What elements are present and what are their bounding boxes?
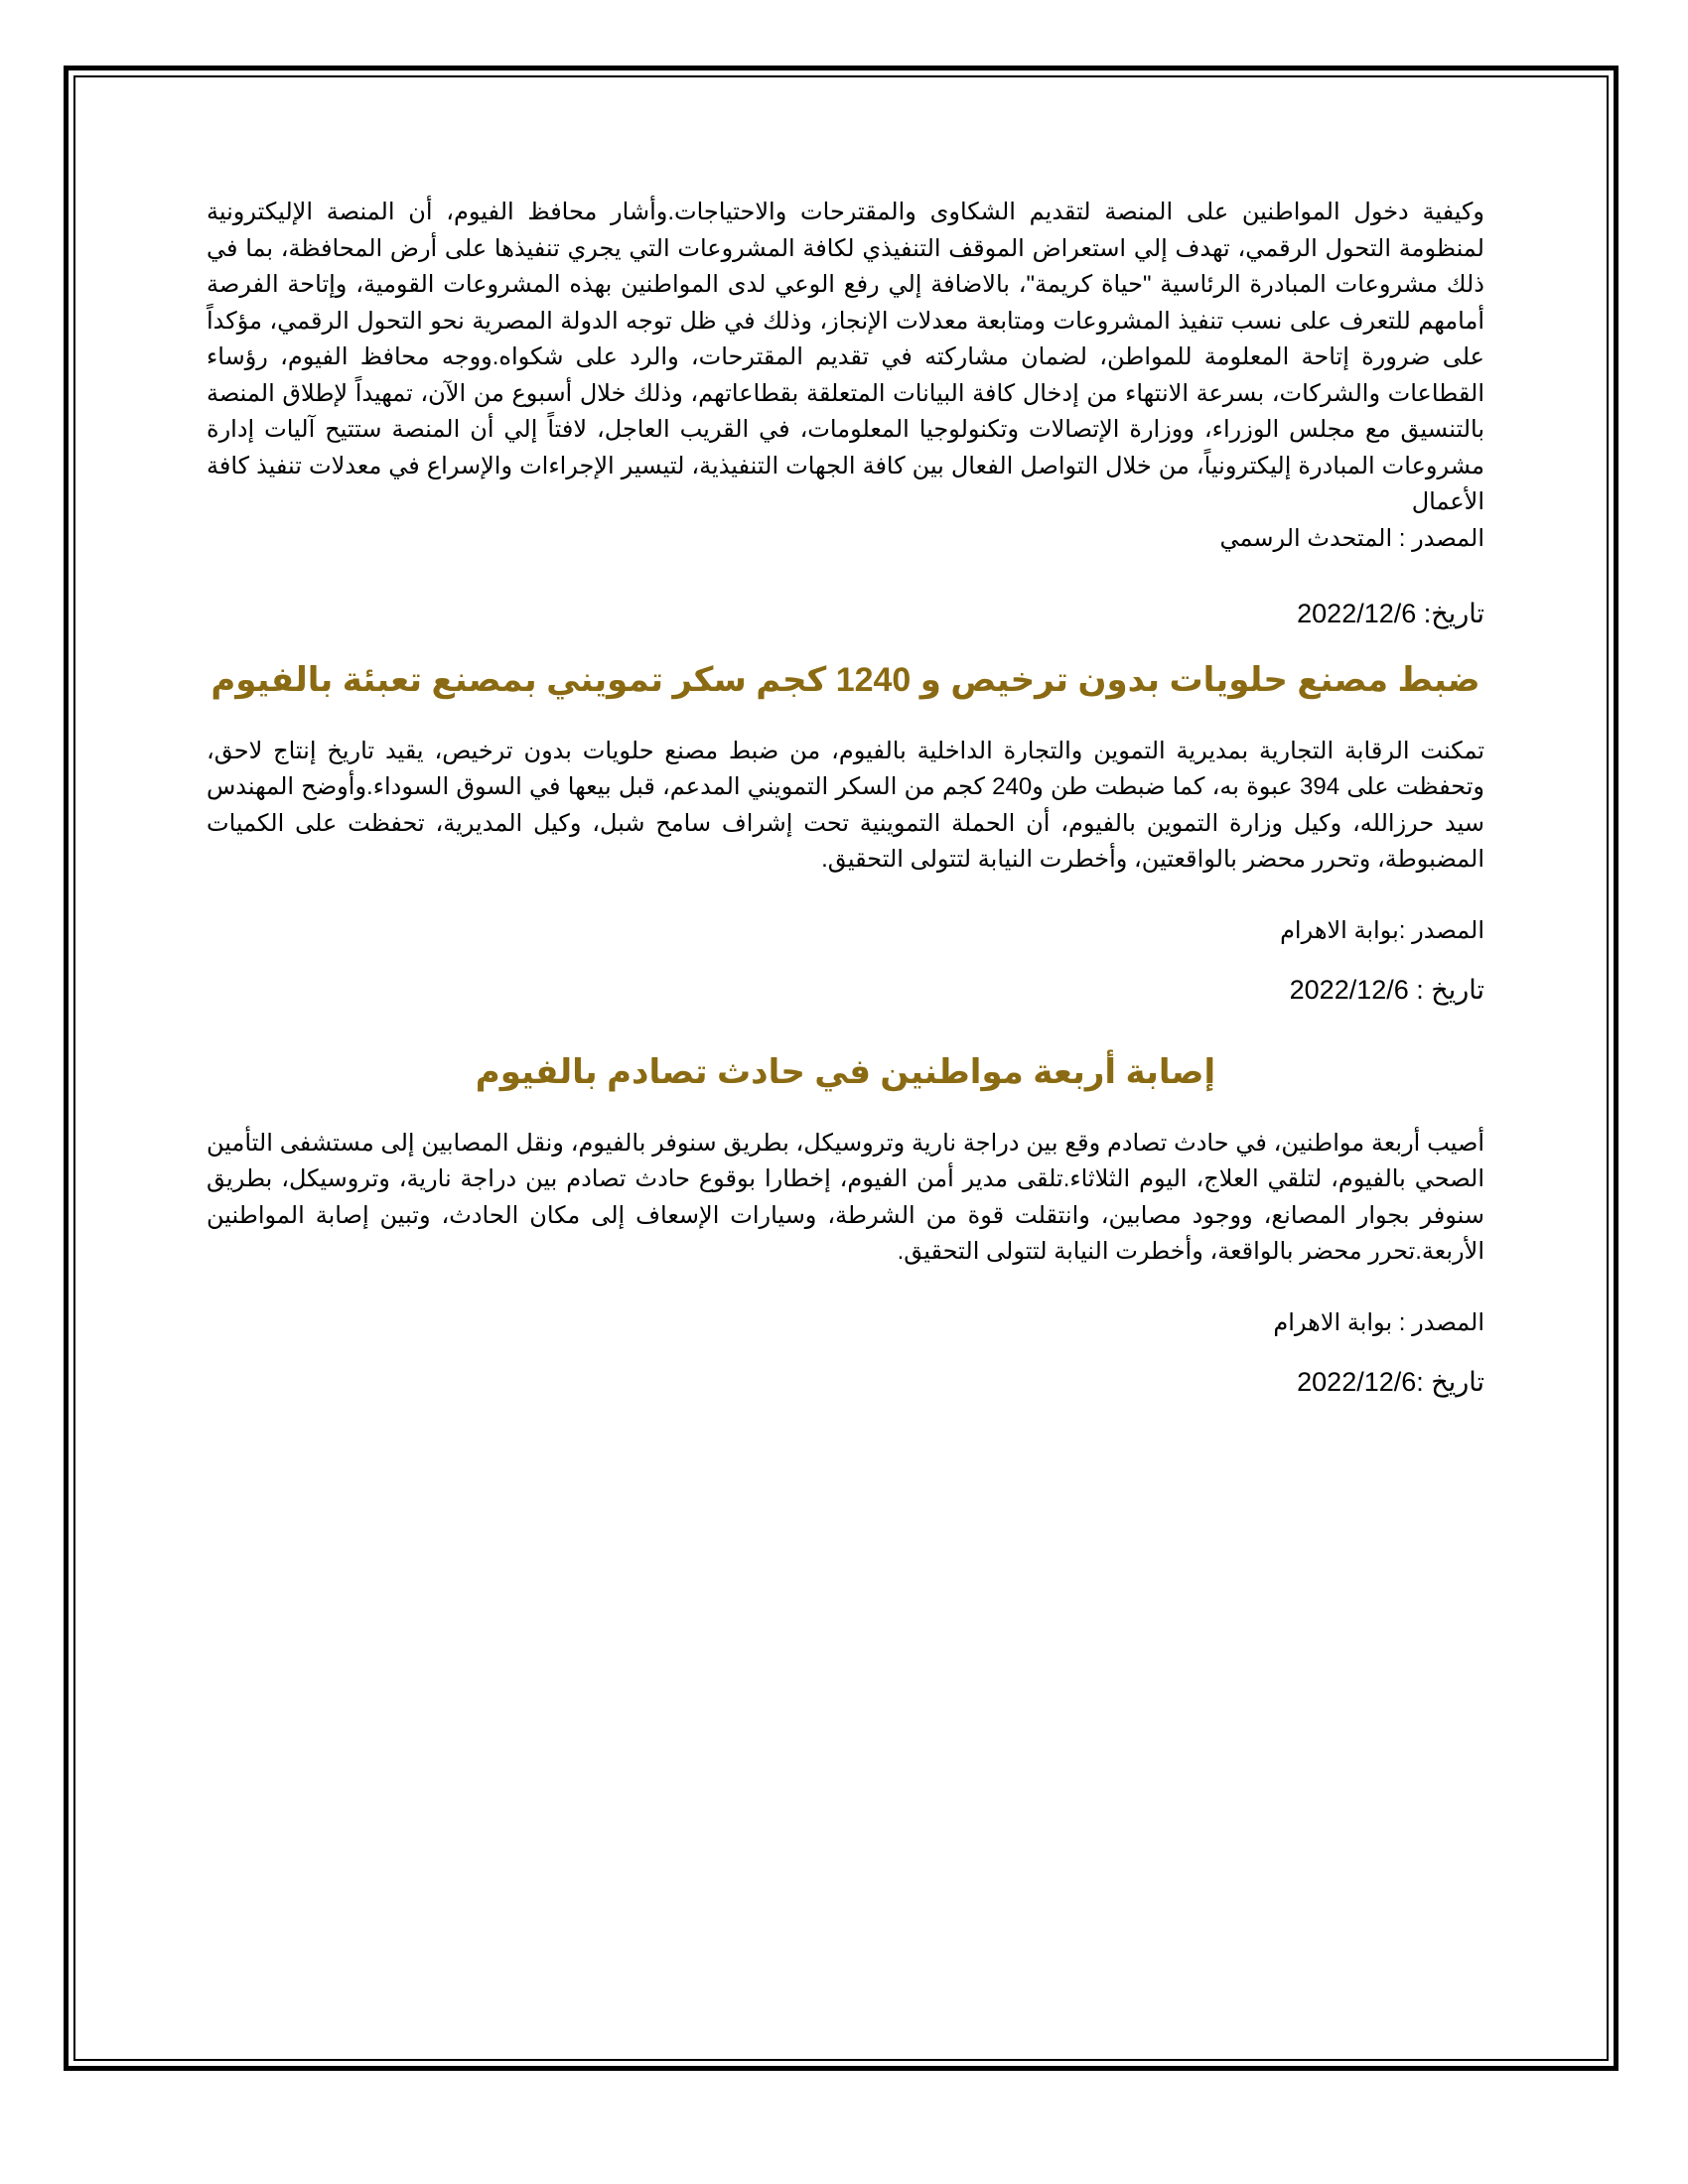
article2-source: المصدر :بوابة الاهرام xyxy=(1280,916,1484,944)
article1-date: تاريخ: 2022/12/6 xyxy=(1297,599,1484,628)
article3-date: تاريخ :2022/12/6 xyxy=(1297,1367,1484,1397)
article3-source: المصدر : بوابة الاهرام xyxy=(1273,1308,1484,1336)
article1-source: المصدر : المتحدث الرسمي xyxy=(1219,524,1484,552)
article2-body: تمكنت الرقابة التجارية بمديرية التموين والتجارة الداخلية بالفيوم، من ضبط مصنع حلويات بدون ترخيص، يقيد تاريخ إنتاج لاحق، وتحفظت على 394 عبوة به، كما ضبطت طن و240 كجم من السكر التمويني المدعم، قبل بيعها في السوق السوداء.وأوضح المهندس سيد حرزالله، وكيل وزارة التموين بالفيوم، أن الحملة التموينية تحت إشراف سامح شبل، وكيل المديرية، تحفظت على الكميات المضبوطة، وتحرر محضر بالواقعتين، وأخطرت النيابة لتتولى التحقيق. xyxy=(207,737,1484,873)
article3-body: أصيب أربعة مواطنين، في حادث تصادم وقع بين دراجة نارية وتروسيكل، بطريق سنوفر بالفيوم، ونقل المصابين إلى مستشفى التأمين الصحي بالفيوم، لتلقي العلاج، اليوم الثلاثاء.تلقى مدير أمن الفيوم، إخطارا بوقوع حادث تصادم بين دراجة نارية، وتروسيكل، بطريق سنوفر بجوار المصانع، ووجود مصابين، وانتقلت قوة من الشرطة، وسيارات الإسعاف إلى مكان الحادث، وتبين إصابة المواطنين الأربعة.تحرر محضر بالواقعة، وأخطرت النيابة لتتولى التحقيق. xyxy=(207,1129,1484,1265)
article3-headline: إصابة أربعة مواطنين في حادث تصادم بالفيوم xyxy=(475,1052,1216,1091)
article1-body: وكيفية دخول المواطنين على المنصة لتقديم الشكاوى والمقترحات والاحتياجات.وأشار محافظ الفيوم، أن المنصة الإليكترونية لمنظومة التحول الرقمي، تهدف إلي استعراض الموقف التنفيذي لكافة المشروعات التي يجري تنفيذها على أرض المحافظة، بما في ذلك مشروعات المبادرة الرئاسية "حياة كريمة"، بالاضافة إلي رفع الوعي لدى المواطنين بهذه المشروعات القومية، وإتاحة الفرصة أمامهم للتعرف على نسب تنفيذ المشروعات ومتابعة معدلات الإنجاز، وذلك في ظل توجه الدولة المصرية نحو التحول الرقمي، مؤكداً على ضرورة إتاحة المعلومة للمواطن، لضمان مشاركته في تقديم المقترحات، والرد على شكواه.ووجه محافظ الفيوم، رؤساء القطاعات والشركات، بسرعة الانتهاء من إدخال كافة البيانات المتعلقة بقطاعاتهم، وذلك خلال أسبوع من الآن، تمهيداً لإطلاق المنصة بالتنسيق مع مجلس الوزراء، ووزارة الإتصالات وتكنولوجيا المعلومات، في القريب العاجل، لافتاً إلي أن المنصة ستتيح آليات إدارة مشروعات المبادرة إليكترونياً، من خلال التواصل الفعال بين كافة الجهات التنفيذية، لتيسير الإجراءات والإسراع في معدلات تنفيذ كافة الأعمال xyxy=(207,199,1485,515)
article2-date: تاريخ : 2022/12/6 xyxy=(1289,975,1484,1005)
document-content xyxy=(207,195,1484,1401)
article2-headline: ضبط مصنع حلويات بدون ترخيص و 1240 كجم سكر تمويني بمصنع تعبئة بالفيوم xyxy=(211,660,1480,699)
